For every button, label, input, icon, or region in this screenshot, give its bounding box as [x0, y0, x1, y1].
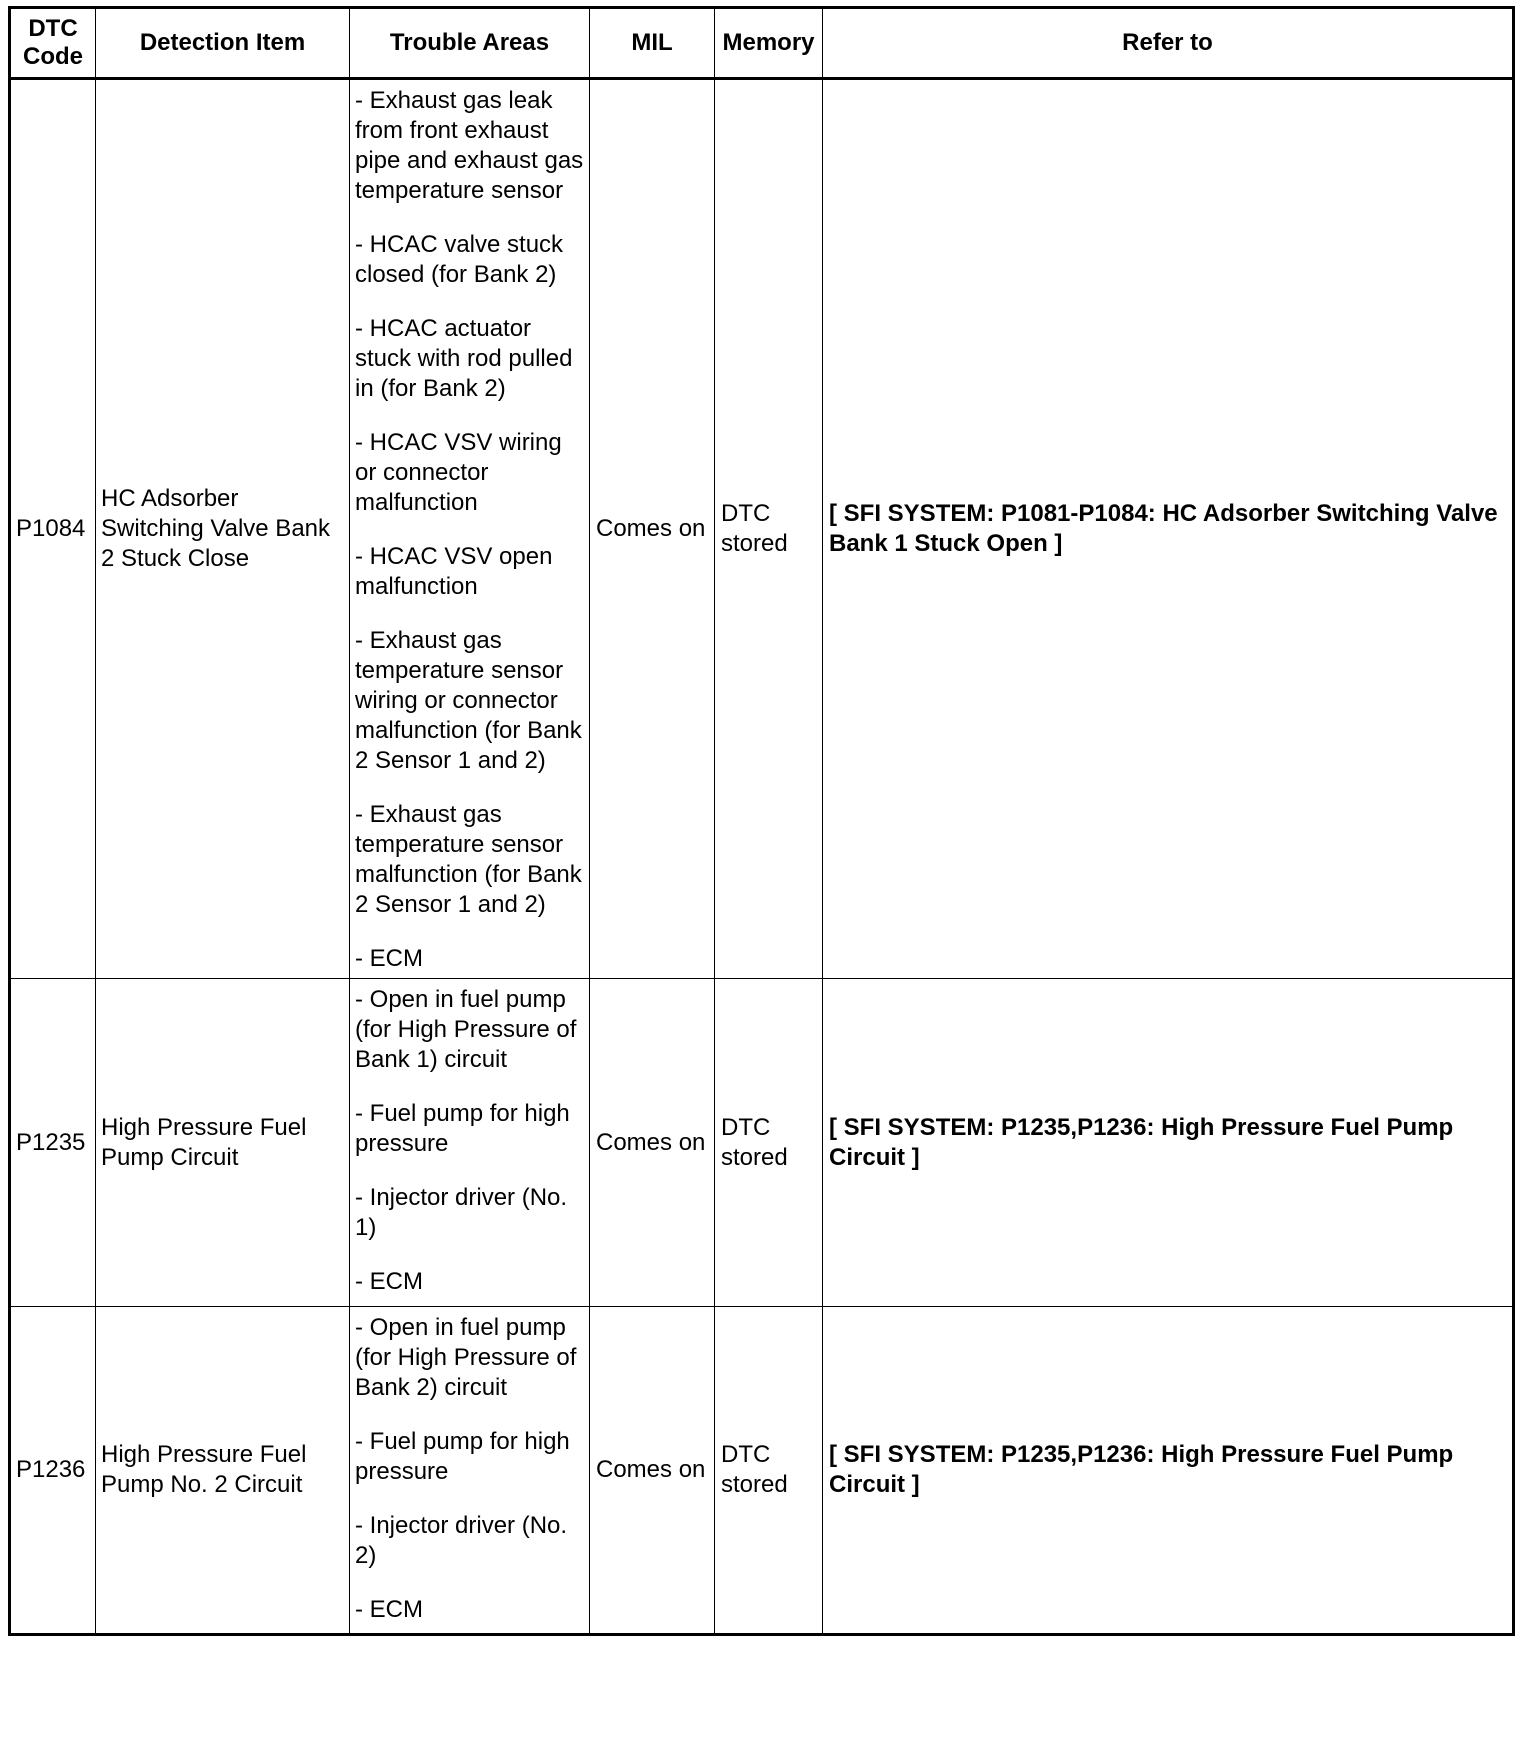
- trouble-area-item: - HCAC VSV wiring or connector malfunction: [355, 429, 562, 516]
- trouble-area-item: - HCAC actuator stuck with rod pulled in (for Bank 2): [355, 315, 573, 402]
- header-dtc-code: DTC Code: [10, 8, 96, 79]
- trouble-areas-cell: [350, 1307, 590, 1635]
- trouble-area-item: - Open in fuel pump (for High Pressure of Bank 1) circuit: [355, 986, 577, 1073]
- trouble-area-item: - Injector driver (No. 2): [355, 1512, 568, 1569]
- trouble-area-item: - Exhaust gas temperature sensor wiring or connector malfunction (for Bank 2 Sensor 1 and 2): [355, 627, 582, 774]
- trouble-area-item: - Injector driver (No. 1): [355, 1184, 568, 1241]
- dtc-code-cell: P1084: [10, 79, 96, 979]
- detection-item-cell: HC Adsorber Switching Valve Bank 2 Stuck Close: [96, 79, 350, 979]
- detection-item-cell: High Pressure Fuel Pump Circuit: [96, 979, 350, 1307]
- header-mil: MIL: [590, 8, 715, 79]
- table-row: [10, 1307, 1514, 1635]
- table-row: [10, 979, 1514, 1307]
- dtc-code-cell: P1235: [10, 979, 96, 1307]
- mil-cell: Comes on: [590, 979, 715, 1307]
- mil-cell: Comes on: [590, 79, 715, 979]
- trouble-area-item: - Fuel pump for high pressure: [355, 1100, 570, 1157]
- header-detection-item: Detection Item: [96, 8, 350, 79]
- memory-cell: DTC stored: [715, 79, 823, 979]
- table-header-row: [10, 8, 1514, 79]
- trouble-area-item: - Fuel pump for high pressure: [355, 1428, 570, 1485]
- trouble-areas-cell: [350, 79, 590, 979]
- trouble-area-item: - HCAC VSV open malfunction: [355, 543, 553, 600]
- trouble-area-item: - HCAC valve stuck closed (for Bank 2): [355, 231, 564, 288]
- detection-item-cell: High Pressure Fuel Pump No. 2 Circuit: [96, 1307, 350, 1635]
- trouble-area-item: - ECM: [355, 945, 423, 972]
- memory-cell: DTC stored: [715, 1307, 823, 1635]
- header-refer-to: Refer to: [823, 8, 1514, 79]
- trouble-area-item: - ECM: [355, 1596, 423, 1623]
- table-row: [10, 79, 1514, 979]
- refer-to-link[interactable]: [ SFI SYSTEM: P1081-P1084: HC Adsorber Switching Valve Bank 1 Stuck Open ]: [823, 79, 1514, 979]
- trouble-area-item: - Exhaust gas leak from front exhaust pipe and exhaust gas temperature sensor: [355, 87, 584, 204]
- header-trouble-areas: Trouble Areas: [350, 8, 590, 79]
- memory-cell: DTC stored: [715, 979, 823, 1307]
- trouble-area-item: - ECM: [355, 1268, 423, 1295]
- mil-cell: Comes on: [590, 1307, 715, 1635]
- dtc-table: [8, 6, 1515, 1636]
- refer-to-link[interactable]: [ SFI SYSTEM: P1235,P1236: High Pressure Fuel Pump Circuit ]: [823, 1307, 1514, 1635]
- dtc-code-cell: P1236: [10, 1307, 96, 1635]
- trouble-areas-cell: [350, 979, 590, 1307]
- refer-to-link[interactable]: [ SFI SYSTEM: P1235,P1236: High Pressure Fuel Pump Circuit ]: [823, 979, 1514, 1307]
- header-memory: Memory: [715, 8, 823, 79]
- trouble-area-item: - Open in fuel pump (for High Pressure of Bank 2) circuit: [355, 1314, 577, 1401]
- trouble-area-item: - Exhaust gas temperature sensor malfunction (for Bank 2 Sensor 1 and 2): [355, 801, 582, 918]
